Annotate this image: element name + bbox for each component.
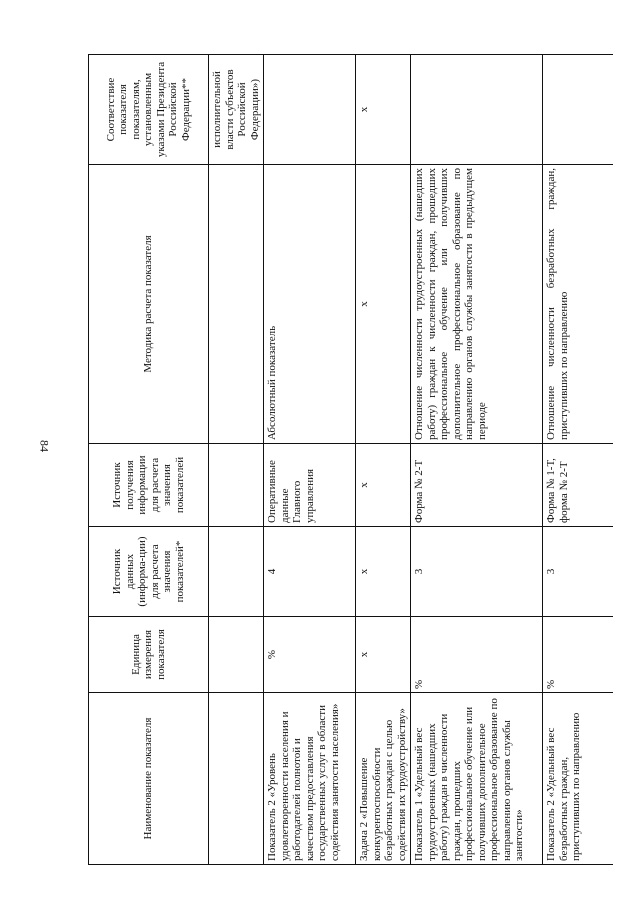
cell-info-source [209, 444, 264, 527]
cell-method: Отношение численности трудоустроенных (нашедших работу) граждан к численности граждан, прошедших профессиональное обучение или получивших дополнительное профессиональное образование по направлению органов службы занятости в предыдущем периоде [411, 165, 543, 444]
header-info-source: Источник получения информации для расчета значения показателей [89, 444, 209, 527]
cell-compliance: исполнительной власти субъектов Российской Федерации») [209, 55, 264, 165]
rotated-table-container [88, 55, 608, 865]
cell-name: Задача 2 «Повышение конкурентоспособности безработных граждан с целью содействия их трудоустройству» [356, 693, 411, 865]
header-row [89, 55, 209, 865]
cell-name: Показатель 1 «Удельный вес трудоустроенных (нашедших работу) граждан в численности граждан, прошедших профессиональное обучение или получивших дополнительное профессиональное образование по направлению органов службы занятости» [411, 693, 543, 865]
table-row [411, 55, 543, 865]
cell-info-source: Оперативные данные Главного управления [264, 444, 356, 527]
table-row [264, 55, 356, 865]
header-unit: Единица измерения показателя [89, 617, 209, 693]
cell-data-source: 3 [411, 527, 543, 617]
cell-info-source: Форма № 1-Т, форма № 2-Т [543, 444, 613, 527]
cell-compliance [543, 55, 613, 165]
page-number: 84 [37, 440, 52, 452]
header-indicator-name: Наименование показателя [89, 693, 209, 865]
cell-info-source: х [356, 444, 411, 527]
table-row [356, 55, 411, 865]
cell-compliance [411, 55, 543, 165]
table-row [543, 55, 613, 865]
cell-unit: % [411, 617, 543, 693]
cell-unit: % [543, 617, 613, 693]
cell-method [209, 165, 264, 444]
cell-unit [209, 617, 264, 693]
cell-method: Абсолютный показатель [264, 165, 356, 444]
cell-unit: х [356, 617, 411, 693]
cell-method: х [356, 165, 411, 444]
cell-method: Отношение численности безработных граждан, приступивших по направлению [543, 165, 613, 444]
cell-name [209, 693, 264, 865]
cell-compliance [264, 55, 356, 165]
header-data-source: Источник данных (информа-ции) для расчета значения показателей* [89, 527, 209, 617]
cell-data-source: 3 [543, 527, 613, 617]
cell-name: Показатель 2 «Уровень удовлетворенности населения и работодателей полнотой и качеством предоставления государственных услуг в области содействия занятости населения» [264, 693, 356, 865]
header-method: Методика расчета показателя [89, 165, 209, 444]
header-compliance: Соответствие показателя показателям, установленным указами Президента Российской Федерации** [89, 55, 209, 165]
cell-compliance: х [356, 55, 411, 165]
cell-data-source: х [356, 527, 411, 617]
cell-info-source: Форма № 2-Т [411, 444, 543, 527]
cell-unit: % [264, 617, 356, 693]
cell-name: Показатель 2 «Удельный вес безработных граждан, приступивших по направлению [543, 693, 613, 865]
cell-data-source [209, 527, 264, 617]
table-row [209, 55, 264, 865]
indicators-table [88, 54, 613, 865]
cell-data-source: 4 [264, 527, 356, 617]
